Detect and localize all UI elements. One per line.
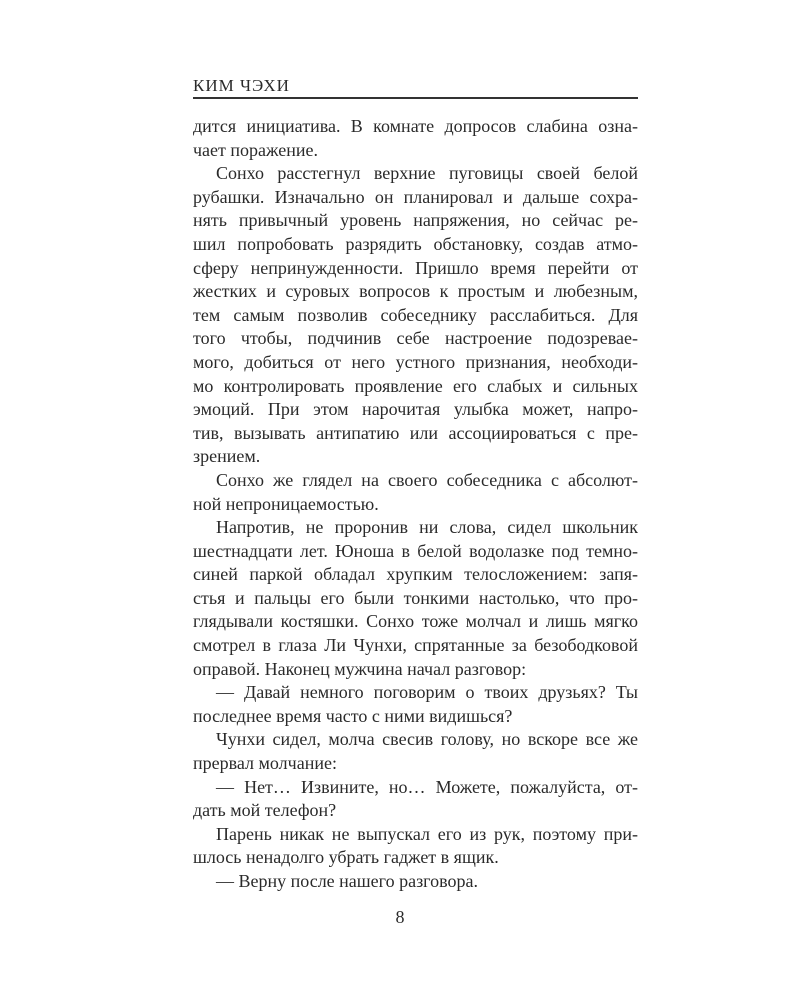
text-line: мо контролировать проявление его слабых и сильных [193,375,638,396]
text-line: прервал молчание: [193,753,337,774]
text-line: мого, добиться от него устного признания, необходи- [193,351,638,372]
text-line: — Верну после нашего разговора. [216,871,478,891]
text-line: ной непроницаемостью. [193,493,379,514]
text-line: стья и пальцы его были тонкими настолько, что про- [193,587,638,608]
text-line: жестких и суровых вопросов к простым и любезным, [193,281,638,302]
text-line: Сонхо же глядел на своего собеседника с абсолют- [216,469,638,490]
text-line: — Нет… Извините, но… Можете, пожалуйста, от- [216,776,638,797]
text-line: тив, вызывать антипатию или ассоциироваться с пре- [193,422,638,443]
text-line: глядывали костяшки. Сонхо тоже молчал и лишь мягко [193,611,638,632]
text-line: того чтобы, подчинив себе настроение подозревае- [193,328,638,349]
text-line: сферу непринужденности. Пришло время перейти от [193,257,638,278]
text-line: рубашки. Изначально он планировал и дальше сохра- [193,186,638,207]
text-line: Чунхи сидел, молча свесив голову, но вскоре все же [216,729,638,750]
text-line: нять привычный уровень напряжения, но сейчас ре- [193,210,638,231]
text-line: оправой. Наконец мужчина начал разговор: [193,658,527,679]
running-title: КИМ ЧЭХИ [193,76,290,95]
text-line: последнее время часто с ними видишься? [193,705,513,726]
page-number: 8 [395,907,405,927]
text-line: Парень никак не выпускал его из рук, поэтому при- [216,823,638,844]
text-line: смотрел в глаза Ли Чунхи, спрятанные за безободковой [193,635,638,656]
text-line: шлось ненадолго убрать гаджет в ящик. [193,847,499,868]
text-line: дится инициатива. В комнате допросов слабина озна- [193,116,638,136]
text-line: Сонхо расстегнул верхние пуговицы своей белой [216,163,638,184]
text-line: — Давай немного поговорим о твоих друзьях? Ты [216,682,638,703]
text-line: синей паркой обладал хрупким телосложением: запя- [193,564,638,585]
body-text [193,115,638,894]
text-line: шестнадцати лет. Юноша в белой водолазке под темно- [193,540,638,561]
text-line: тем самым позволив собеседнику расслабиться. Для [193,304,638,325]
text-line: Напротив, не проронив ни слова, сидел школьник [216,517,638,538]
header-rule [193,97,638,99]
text-line: дать мой телефон? [193,800,337,821]
text-line: чает поражение. [193,139,318,160]
text-line: зрением. [193,446,261,467]
text-line: эмоций. При этом нарочитая улыбка может, напро- [193,399,638,420]
running-header [193,76,638,96]
text-line: шил попробовать разрядить обстановку, создав атмо- [193,233,638,254]
